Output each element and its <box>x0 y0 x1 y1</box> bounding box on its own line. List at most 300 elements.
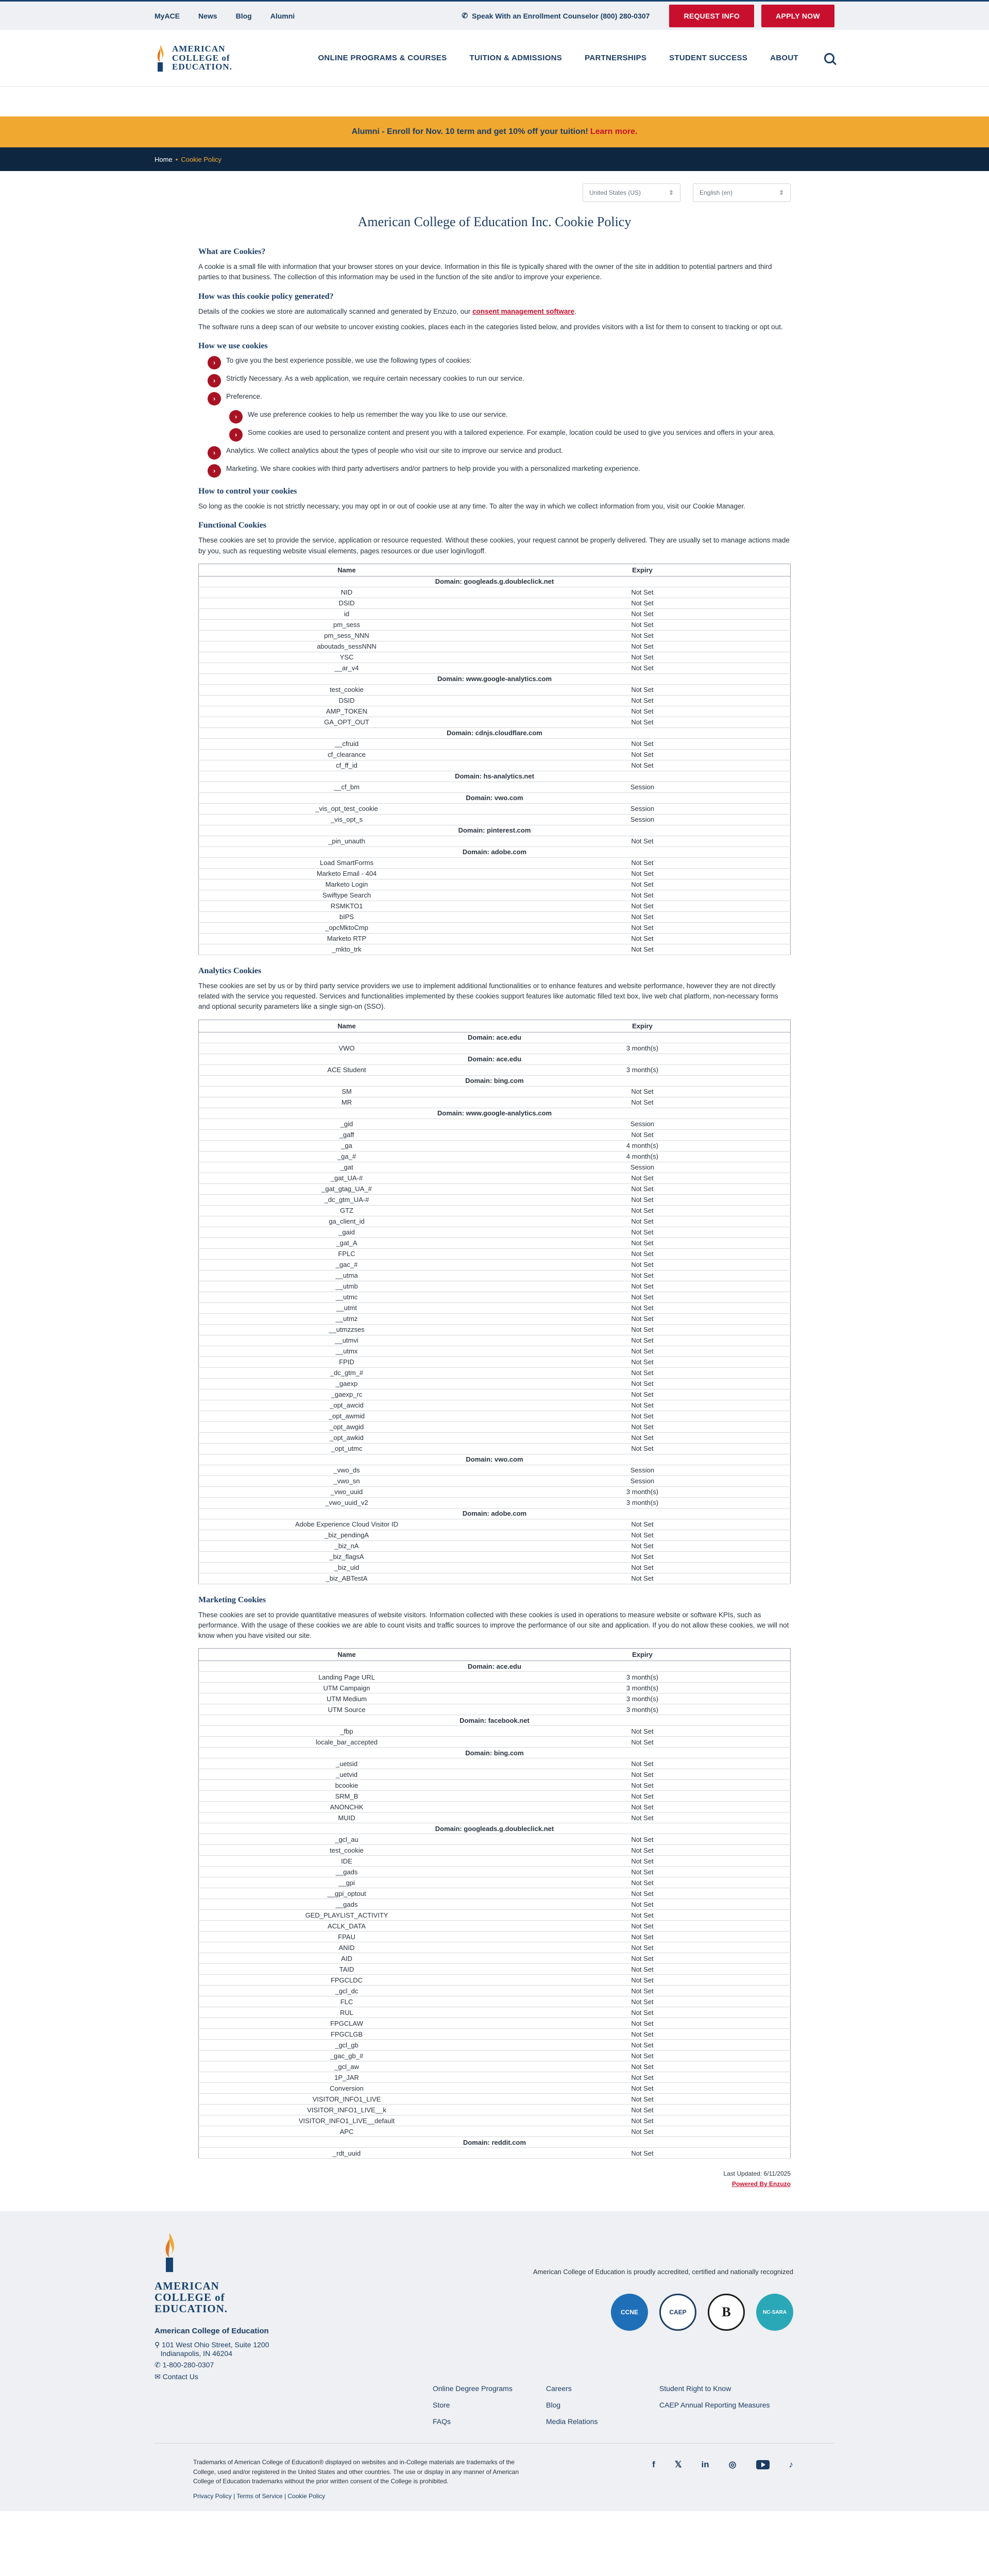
table-row <box>199 1465 791 1476</box>
cookie-name-cell: FPGCLAW <box>199 2018 495 2029</box>
cookie-name-cell: UTM Medium <box>199 1693 495 1704</box>
cookie-name-cell: _biz_flagsA <box>199 1551 495 1562</box>
table-row <box>199 782 791 792</box>
phone-icon: ✆ <box>462 11 468 20</box>
cookie-expiry-cell: Not Set <box>494 2040 791 2050</box>
domain-cell: Domain: vwo.com <box>199 1454 791 1465</box>
table-row <box>199 1856 791 1867</box>
table-row <box>199 1693 791 1704</box>
cookie-expiry-cell: Not Set <box>494 1834 791 1845</box>
cookie-name-cell: GED_PLAYLIST_ACTIVITY <box>199 1910 495 1921</box>
table-row <box>199 2115 791 2126</box>
footer-link[interactable]: Store <box>433 2401 450 2410</box>
cookie-expiry-cell: Not Set <box>494 1248 791 1259</box>
cookie-name-cell: IDE <box>199 1856 495 1867</box>
map-pin-icon: ⚲ <box>155 2341 160 2349</box>
cookie-expiry-cell: Session <box>494 782 791 792</box>
table-row <box>199 1248 791 1259</box>
cookie-expiry-cell: Not Set <box>494 1238 791 1248</box>
cookie-expiry-cell: Not Set <box>494 922 791 933</box>
cookie-name-cell: MUID <box>199 1812 495 1823</box>
table-row <box>199 1324 791 1335</box>
table-row <box>199 1097 791 1108</box>
cookie-name-cell: __utmc <box>199 1292 495 1302</box>
chevron-updown-icon: ⇕ <box>668 189 674 196</box>
cookie-expiry-cell: Not Set <box>494 1942 791 1953</box>
cookie-expiry-cell: 3 month(s) <box>494 1486 791 1497</box>
cookie-expiry-cell: Not Set <box>494 1205 791 1216</box>
cookie-name-cell: _gid <box>199 1118 495 1129</box>
section-body-generated: Details of the cookies we store are automatically scanned and generated by Enzuzo, our consent management software. <box>198 307 576 315</box>
table-row <box>199 1540 791 1551</box>
phone-text: Speak With an Enrollment Counselor (800) 280-0307 <box>472 11 650 20</box>
facebook-icon[interactable]: f <box>652 2460 655 2470</box>
cookie-name-cell: _vis_opt_test_cookie <box>199 803 495 814</box>
cookie-expiry-cell: 4 month(s) <box>494 1151 791 1162</box>
social-links <box>652 2460 793 2470</box>
domain-row <box>199 576 791 587</box>
cookie-expiry-cell: Session <box>494 1476 791 1486</box>
table-row <box>199 598 791 608</box>
cookie-expiry-cell: Not Set <box>494 1551 791 1562</box>
cookie-name-cell: cf_ff_id <box>199 760 495 771</box>
cookie-name-cell: _pin_unauth <box>199 836 495 846</box>
table-row <box>199 901 791 911</box>
table-row <box>199 1302 791 1313</box>
youtube-icon[interactable] <box>756 2460 770 2469</box>
cookie-name-cell: NID <box>199 587 495 598</box>
last-updated: Last Updated: 6/11/2025 <box>723 2170 791 2178</box>
domain-row <box>199 673 791 684</box>
table-row <box>199 879 791 890</box>
domain-cell: Domain: ace.edu <box>199 1032 791 1043</box>
table-row <box>199 2061 791 2072</box>
cookie-name-cell: RSMKTO1 <box>199 901 495 911</box>
table-row <box>199 2126 791 2137</box>
cookie-expiry-cell: Not Set <box>494 630 791 641</box>
table-row <box>199 1313 791 1324</box>
domain-row <box>199 1032 791 1043</box>
cookie-name-cell: bcookie <box>199 1780 495 1791</box>
table-row <box>199 1281 791 1292</box>
footer-contact-link[interactable]: ✉ Contact Us <box>155 2372 198 2381</box>
cookie-name-cell: test_cookie <box>199 1845 495 1856</box>
analytics-heading: Analytics Cookies <box>198 966 262 975</box>
powered-by-link[interactable]: Powered By Enzuzo <box>731 2180 791 2188</box>
chevron-updown-icon: ⇕ <box>778 189 784 196</box>
cookie-name-cell: VISITOR_INFO1_LIVE__default <box>199 2115 495 2126</box>
domain-cell: Domain: adobe.com <box>199 1508 791 1519</box>
table-row <box>199 1227 791 1238</box>
domain-row <box>199 1075 791 1086</box>
table-row <box>199 1530 791 1540</box>
accreditation-badges <box>611 2294 793 2331</box>
cookie-expiry-cell: 3 month(s) <box>494 1683 791 1693</box>
footer-contact-info <box>155 2327 834 2381</box>
domain-row <box>199 1661 791 1672</box>
domain-cell: Domain: vwo.com <box>199 792 791 803</box>
cookie-expiry-cell: Not Set <box>494 587 791 598</box>
cookie-expiry-cell: Not Set <box>494 1129 791 1140</box>
cookie-expiry-cell: Not Set <box>494 2018 791 2029</box>
table-row <box>199 836 791 846</box>
cookie-name-cell: _vis_opt_s <box>199 814 495 825</box>
region-select[interactable]: United States (US) ⇕ <box>583 183 680 202</box>
cookie-name-cell: _biz_ABTestA <box>199 1573 495 1584</box>
domain-cell: Domain: hs-analytics.net <box>199 771 791 782</box>
cookie-expiry-cell: Not Set <box>494 608 791 619</box>
table-row <box>199 1888 791 1899</box>
cookie-name-cell: ANONCHK <box>199 1802 495 1812</box>
table-row <box>199 1867 791 1877</box>
column-header-expiry: Expiry <box>494 564 791 576</box>
b-corp-badge[interactable]: B <box>708 2294 745 2331</box>
cookie-expiry-cell: Session <box>494 1465 791 1476</box>
cookie-expiry-cell: Not Set <box>494 1086 791 1097</box>
table-row <box>199 641 791 652</box>
caep-badge[interactable]: CAEP <box>659 2294 696 2331</box>
cookie-expiry-cell: Not Set <box>494 879 791 890</box>
cookie-expiry-cell: Not Set <box>494 1530 791 1540</box>
cookie-expiry-cell: Not Set <box>494 1421 791 1432</box>
table-row <box>199 911 791 922</box>
cookie-name-cell: _gac_# <box>199 1259 495 1270</box>
cookie-name-cell: __utmzzses <box>199 1324 495 1335</box>
table-row <box>199 1812 791 1823</box>
cookie-name-cell: _gat_A <box>199 1238 495 1248</box>
cookie-name-cell: _opt_awcid <box>199 1400 495 1411</box>
cookie-expiry-cell: 3 month(s) <box>494 1672 791 1683</box>
cookie-name-cell: DSID <box>199 695 495 706</box>
cookie-expiry-cell: Not Set <box>494 1726 791 1737</box>
cookie-name-cell: _dc_gtm_# <box>199 1367 495 1378</box>
apply-now-button[interactable]: APPLY NOW <box>761 5 834 27</box>
cookie-expiry-cell: Not Set <box>494 717 791 727</box>
cookie-name-cell: UTM Campaign <box>199 1683 495 1693</box>
cookie-expiry-cell: Not Set <box>494 663 791 673</box>
cookie-expiry-cell: Not Set <box>494 1194 791 1205</box>
ccne-badge[interactable]: CCNE <box>611 2294 648 2331</box>
analytics-body: These cookies are set by us or by third party service providers we use to implement additional functionalities or to enhance features and website performance, however they are not directly related with the service you requested. Services and functionalities implemented by these cookies support features like automatic filled text box, live web chat platform, non-necessary forms and optional security parameters like a single sign-on (SSO). <box>198 981 778 1011</box>
domain-cell: Domain: bing.com <box>199 1075 791 1086</box>
table-row <box>199 760 791 771</box>
table-row <box>199 1769 791 1780</box>
cookie-expiry-cell: Not Set <box>494 1931 791 1942</box>
phone-link[interactable] <box>462 11 650 20</box>
cookie-expiry-cell: Not Set <box>494 598 791 608</box>
legal-links[interactable]: Privacy Policy | Terms of Service | Cookie Policy <box>193 2493 326 2500</box>
footer-phone[interactable]: ✆ 1-800-280-0307 <box>155 2361 214 2369</box>
cookie-expiry-cell: Not Set <box>494 1573 791 1584</box>
cookie-expiry-cell: Not Set <box>494 1562 791 1573</box>
cookie-name-cell: AID <box>199 1953 495 1964</box>
cookie-name-cell: YSC <box>199 652 495 663</box>
cookie-expiry-cell: Not Set <box>494 1899 791 1910</box>
cookie-expiry-cell: Not Set <box>494 1389 791 1400</box>
column-header-name: Name <box>199 1020 495 1032</box>
section-heading-use: How we use cookies <box>198 342 268 350</box>
table-row <box>199 1562 791 1573</box>
footer-link[interactable]: Careers <box>546 2384 572 2393</box>
promo-text: Alumni - Enroll for Nov. 10 term and get 10% off your tuition! <box>351 127 588 136</box>
table-row <box>199 1335 791 1346</box>
domain-cell: Domain: www.google-analytics.com <box>199 1108 791 1118</box>
cookie-expiry-cell: Session <box>494 814 791 825</box>
cookie-name-cell: Marketo Email - 404 <box>199 868 495 879</box>
footer-link[interactable]: Student Right to Know <box>659 2384 731 2393</box>
domain-cell: Domain: googleads.g.doubleclick.net <box>199 1823 791 1834</box>
table-row <box>199 1986 791 1996</box>
cookie-name-cell: TAID <box>199 1964 495 1975</box>
chevron-right-icon: › <box>208 392 221 405</box>
cookie-name-cell: _fbp <box>199 1726 495 1737</box>
cookie-name-cell: _gat_UA-# <box>199 1173 495 1183</box>
domain-row <box>199 1823 791 1834</box>
utility-link-blog[interactable]: Blog <box>235 11 252 20</box>
table-row <box>199 1162 791 1173</box>
cookie-expiry-cell: Not Set <box>494 1367 791 1378</box>
nav-student-success[interactable]: STUDENT SUCCESS <box>669 54 748 62</box>
footer-link[interactable]: Online Degree Programs <box>433 2384 513 2393</box>
table-row <box>199 814 791 825</box>
cookie-expiry-cell: Not Set <box>494 1845 791 1856</box>
table-row <box>199 2050 791 2061</box>
cookie-expiry-cell: Not Set <box>494 2148 791 2159</box>
cookie-expiry-cell: Not Set <box>494 1443 791 1454</box>
utility-link-alumni[interactable]: Alumni <box>270 11 295 20</box>
table-row <box>199 2094 791 2105</box>
table-row <box>199 1975 791 1986</box>
site-logo[interactable] <box>155 44 232 73</box>
table-row <box>199 1378 791 1389</box>
cookie-expiry-cell: Not Set <box>494 1540 791 1551</box>
cookie-expiry-cell: Not Set <box>494 911 791 922</box>
table-row <box>199 1140 791 1151</box>
search-icon[interactable] <box>824 53 834 63</box>
x-twitter-icon[interactable]: 𝕏 <box>674 2460 682 2470</box>
nav-about[interactable]: ABOUT <box>770 54 798 62</box>
cookie-name-cell: bIPS <box>199 911 495 922</box>
domain-row <box>199 1748 791 1758</box>
chevron-right-icon: › <box>208 446 221 460</box>
cookie-expiry-cell: Not Set <box>494 868 791 879</box>
consent-software-link[interactable]: consent management software <box>472 307 575 315</box>
cookie-name-cell: ACLK_DATA <box>199 1921 495 1931</box>
nav-partnerships[interactable]: PARTNERSHIPS <box>585 54 647 62</box>
cookie-expiry-cell: Not Set <box>494 1964 791 1975</box>
cookie-name-cell: _gaexp_rc <box>199 1389 495 1400</box>
table-row <box>199 1216 791 1227</box>
table-row <box>199 1931 791 1942</box>
cookie-expiry-cell: Not Set <box>494 2105 791 2115</box>
cookie-name-cell: FLC <box>199 1996 495 2007</box>
cookie-name-cell: _vwo_sn <box>199 1476 495 1486</box>
cookie-expiry-cell: Not Set <box>494 1281 791 1292</box>
cookie-name-cell: _gaff <box>199 1129 495 1140</box>
cookie-expiry-cell: Not Set <box>494 738 791 749</box>
cookie-expiry-cell: 3 month(s) <box>494 1064 791 1075</box>
table-row <box>199 1118 791 1129</box>
cookie-name-cell: pm_sess_NNN <box>199 630 495 641</box>
cookie-name-cell: __gpi <box>199 1877 495 1888</box>
table-row <box>199 1780 791 1791</box>
footer-divider <box>155 2443 834 2444</box>
table-row <box>199 1421 791 1432</box>
cookie-expiry-cell: Not Set <box>494 684 791 695</box>
cookie-name-cell: __utmb <box>199 1281 495 1292</box>
utility-link-news[interactable]: News <box>198 11 217 20</box>
linkedin-icon[interactable]: in <box>701 2460 709 2470</box>
instagram-icon[interactable]: ◎ <box>728 2460 737 2470</box>
footer-org-name: American College of Education <box>155 2327 269 2336</box>
cookie-name-cell: GTZ <box>199 1205 495 1216</box>
cookie-name-cell: _opcMktoCmp <box>199 922 495 933</box>
cookie-expiry-cell: Not Set <box>494 836 791 846</box>
column-header-expiry: Expiry <box>494 1020 791 1032</box>
domain-cell: Domain: googleads.g.doubleclick.net <box>199 576 791 587</box>
trademark-text: Trademarks of American College of Education® displayed on websites and in-College materials are trademarks of the College, used and/or registered in the United States and other countries. The use or display in any manner of American College of Education trademarks without the prior written consent of the College is prohibited. <box>193 2459 519 2485</box>
domain-row <box>199 825 791 836</box>
table-row <box>199 1672 791 1683</box>
cookie-expiry-cell: Not Set <box>494 1357 791 1367</box>
cookie-expiry-cell: Not Set <box>494 1996 791 2007</box>
table-row <box>199 1476 791 1486</box>
cookie-name-cell: __cf_bm <box>199 782 495 792</box>
cookie-name-cell: Landing Page URL <box>199 1672 495 1683</box>
cookie-name-cell: FPGCLDC <box>199 1975 495 1986</box>
cookie-expiry-cell: Not Set <box>494 2115 791 2126</box>
promo-banner <box>0 116 989 147</box>
cookie-expiry-cell: Not Set <box>494 1888 791 1899</box>
footer-link[interactable]: Media Relations <box>546 2417 598 2426</box>
language-select[interactable]: English (en) ⇕ <box>693 183 791 202</box>
table-row <box>199 2148 791 2159</box>
cookie-expiry-cell: Not Set <box>494 1400 791 1411</box>
cookie-name-cell: VISITOR_INFO1_LIVE__k <box>199 2105 495 2115</box>
nav-tuition-admissions[interactable]: TUITION & ADMISSIONS <box>469 54 562 62</box>
domain-cell: Domain: reddit.com <box>199 2137 791 2148</box>
table-row <box>199 1173 791 1183</box>
table-row <box>199 1411 791 1421</box>
section-body-control: So long as the cookie is not strictly necessary, you may opt in or out of cookie use at any time. To alter the way in which we collect information from you, visit our Cookie Manager. <box>198 502 746 510</box>
table-row <box>199 1704 791 1715</box>
cookie-expiry-cell: Not Set <box>494 1791 791 1802</box>
cookie-name-cell: _rdt_uuid <box>199 2148 495 2159</box>
table-row <box>199 1877 791 1888</box>
cookie-expiry-cell: Not Set <box>494 933 791 944</box>
promo-learn-more-link[interactable]: Learn more. <box>590 127 638 136</box>
footer-link[interactable]: Blog <box>546 2401 561 2410</box>
cookie-name-cell: _uetsid <box>199 1758 495 1769</box>
cookie-name-cell: _mkto_trk <box>199 944 495 955</box>
cookie-name-cell: ga_client_id <box>199 1216 495 1227</box>
cookie-name-cell: _gcl_gb <box>199 2040 495 2050</box>
footer-legal <box>193 2458 523 2501</box>
cookie-name-cell: _uetvid <box>199 1769 495 1780</box>
domain-row <box>199 2137 791 2148</box>
cookie-uses-list <box>198 356 791 478</box>
cookie-name-cell: FPAU <box>199 1931 495 1942</box>
cookie-expiry-cell: Not Set <box>494 1758 791 1769</box>
cookie-name-cell: Conversion <box>199 2083 495 2094</box>
footer-logo[interactable]: AMERICAN COLLEGE of EDUCATION. <box>155 2280 228 2315</box>
cookie-expiry-cell: Session <box>494 1118 791 1129</box>
cookie-expiry-cell: Not Set <box>494 1812 791 1823</box>
table-row <box>199 1953 791 1964</box>
table-row <box>199 1194 791 1205</box>
nav-online-programs[interactable]: ONLINE PROGRAMS & COURSES <box>318 54 447 62</box>
table-row <box>199 2040 791 2050</box>
chevron-right-icon: › <box>208 374 221 387</box>
cookie-expiry-cell: Session <box>494 803 791 814</box>
list-item: › Strictly Necessary. As a web application, we require certain necessary cookies to run our service. <box>198 374 791 387</box>
table-row <box>199 738 791 749</box>
cookie-expiry-cell: Not Set <box>494 2094 791 2105</box>
table-row <box>199 922 791 933</box>
cookie-expiry-cell: Not Set <box>494 1867 791 1877</box>
table-row <box>199 1086 791 1097</box>
cookie-name-cell: _gaexp <box>199 1378 495 1389</box>
list-item: › To give you the best experience possible, we use the following types of cookies: <box>198 356 791 369</box>
tiktok-icon[interactable]: ♪ <box>789 2460 793 2470</box>
marketing-body: These cookies are set to provide quantitative measures of website visitors. Information collected with these cookies is used in operations to measure website or software KPIs, such as performance. With the usage of these cookies we are able to count visits and traffic sources to improve the performance of our site and application. If you do not allow these cookies, we will not know when you have visited our site. <box>198 1611 789 1639</box>
table-row <box>199 587 791 598</box>
column-header-name: Name <box>199 1649 495 1661</box>
footer-link[interactable]: CAEP Annual Reporting Measures <box>659 2401 770 2410</box>
cookie-expiry-cell: 3 month(s) <box>494 1497 791 1508</box>
cookie-expiry-cell: Not Set <box>494 760 791 771</box>
table-row <box>199 1758 791 1769</box>
table-row <box>199 803 791 814</box>
functional-heading: Functional Cookies <box>198 521 267 530</box>
cookie-name-cell: _vwo_ds <box>199 1465 495 1476</box>
cookie-name-cell: _ga_# <box>199 1151 495 1162</box>
cookie-name-cell: SM <box>199 1086 495 1097</box>
cookie-name-cell: MR <box>199 1097 495 1108</box>
cookie-name-cell: _gcl_au <box>199 1834 495 1845</box>
domain-row <box>199 771 791 782</box>
cookie-expiry-cell: Not Set <box>494 2007 791 2018</box>
main-header <box>0 30 989 87</box>
domain-row <box>199 792 791 803</box>
table-row <box>199 652 791 663</box>
cookie-expiry-cell: Not Set <box>494 1292 791 1302</box>
nc-sara-badge[interactable]: NC-SARA <box>756 2294 793 2331</box>
footer-link[interactable]: FAQs <box>433 2417 451 2426</box>
request-info-button[interactable]: REQUEST INFO <box>669 5 754 27</box>
cookie-name-cell: _gat <box>199 1162 495 1173</box>
functional-cookie-table <box>198 564 791 955</box>
cookie-name-cell: FPGCLGB <box>199 2029 495 2040</box>
cookie-expiry-cell: Not Set <box>494 1335 791 1346</box>
mail-icon: ✉ <box>155 2372 161 2381</box>
table-row <box>199 1726 791 1737</box>
table-row <box>199 1205 791 1216</box>
footer-links <box>433 2384 793 2426</box>
cookie-expiry-cell: Not Set <box>494 1921 791 1931</box>
table-row <box>199 1151 791 1162</box>
breadcrumb-current: Cookie Policy <box>181 155 222 163</box>
table-row <box>199 1443 791 1454</box>
section-body-what: A cookie is a small file with information that your browser stores on your device. Information in this file is typically shared with the owner of the site in addition to potential partners and third parties to that business. The collection of this information may be used in the function of the site and/or to improve your experience. <box>198 263 772 281</box>
table-row <box>199 1043 791 1054</box>
table-row <box>199 1389 791 1400</box>
utility-link-myace[interactable]: MyACE <box>155 11 180 20</box>
logo-wordmark: AMERICAN COLLEGE of EDUCATION. <box>172 43 232 72</box>
cookie-expiry-cell: Not Set <box>494 901 791 911</box>
breadcrumb-home[interactable]: Home <box>155 155 173 163</box>
cookie-name-cell: FPID <box>199 1357 495 1367</box>
